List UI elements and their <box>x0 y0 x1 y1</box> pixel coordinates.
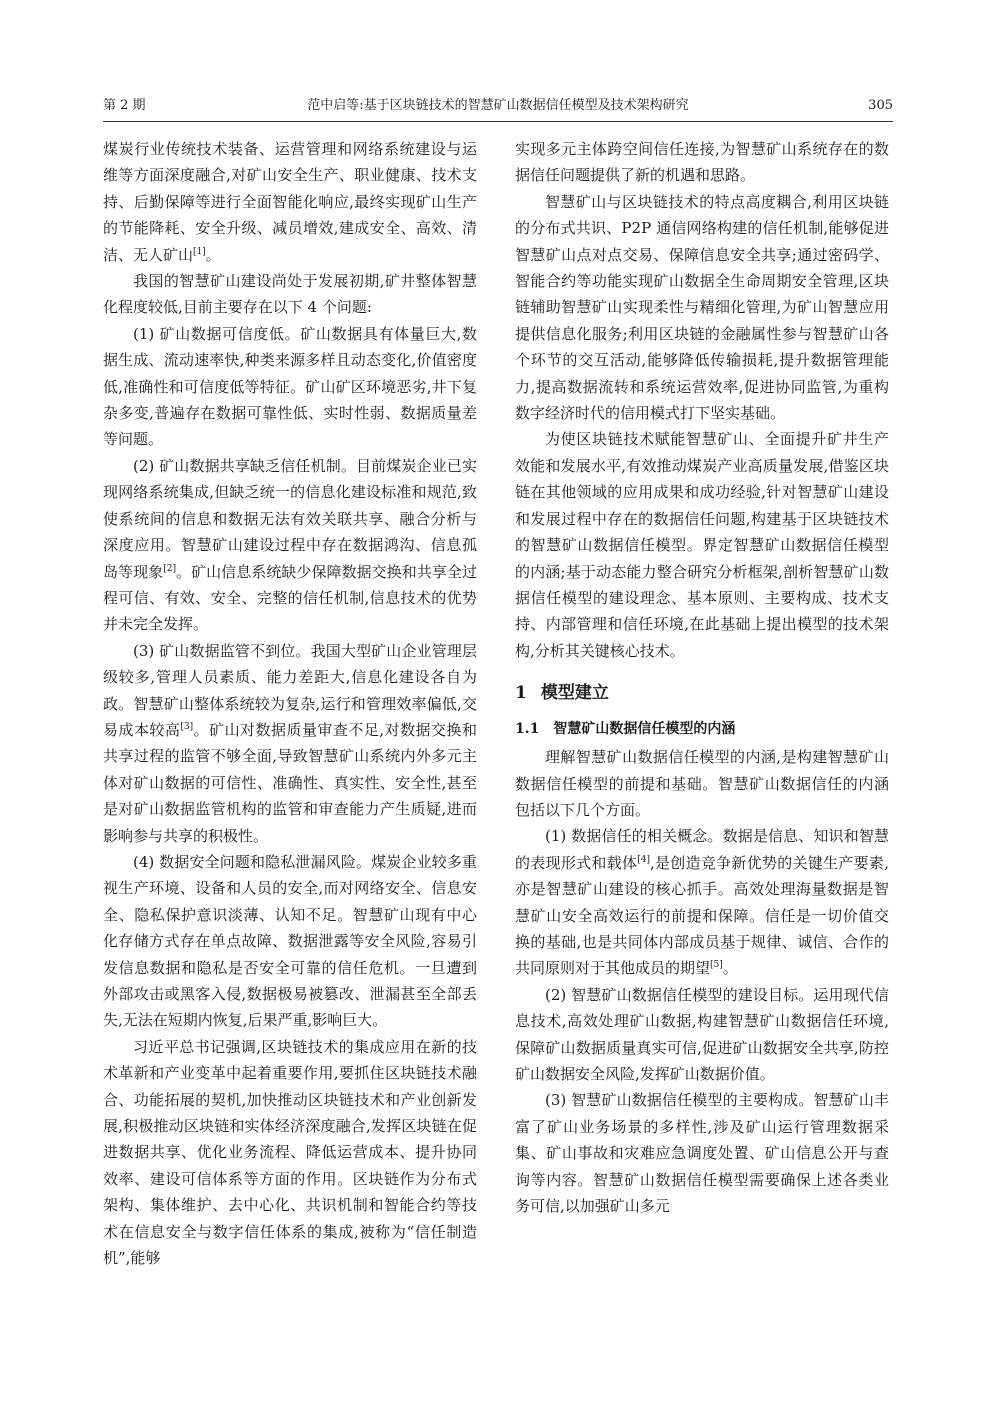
subsection-title: 智慧矿山数据信任模型的内涵 <box>553 721 736 738</box>
citation[interactable]: [5] <box>710 960 723 971</box>
paragraph: (1) 数据信任的相关概念。数据是信息、知识和智慧的表现形式和载体[4],是创造竞争新优势的关键生产要素,亦是智慧矿山建设的核心抓手。高效处理海量数据是智慧矿山安全高效运行的前提和保障。信任是一切价值交换的基础,也是共同体内部成员基于规律、诚信、合作的共同原则对于其他成员的期望[5]。 <box>515 827 889 978</box>
running-header <box>103 96 893 120</box>
paragraph: 实现多元主体跨空间信任连接,为智慧矿山系统存在的数据信任问题提供了新的机遇和思路。 <box>515 140 889 185</box>
subsection-number: 1.1 <box>515 721 540 738</box>
paragraph: (2) 矿山数据共享缺乏信任机制。目前煤炭企业已实现网络系统集成,但缺乏统一的信息化建设标准和规范,致使系统间的信息和数据无法有效关联共享、融合分析与深度应用。智慧矿山建设过程中存在数据鸿沟、信息孤岛等现象[2]。矿山信息系统缺少保障数据交换和共享全过程可信、有效、安全、完整的信任机制,信息技术的优势并未完全发挥。 <box>103 456 477 634</box>
paragraph: (4) 数据安全问题和隐私泄漏风险。煤炭企业较多重视生产环境、设备和人员的安全,而对网络安全、信息安全、隐私保护意识淡薄、认知不足。智慧矿山现有中心化存储方式存在单点故障、数据泄露等安全风险,容易引发信息数据和隐私是否安全可靠的信任危机。一旦遭到外部攻击或黑客入侵,数据极易被篡改、泄漏甚至全部丢失,无法在短期内恢复,后果严重,影响巨大。 <box>103 852 477 1030</box>
header-rule <box>103 121 893 122</box>
citation[interactable]: [2] <box>163 563 176 574</box>
paragraph: (3) 矿山数据监管不到位。我国大型矿山企业管理层级较多,管理人员素质、能力差距大,信息化建设各自为政。智慧矿山整体系统较为复杂,运行和管理效率偏低,交易成本较高[3]。矿山对数据质量审查不足,对数据交换和共享过程的监管不够全面,导致智慧矿山系统内外多元主体对矿山数据的可信性、准确性、真实性、安全性,甚至是对矿山数据监管机构的监管和审查能力产生质疑,进而影响参与共享的积极性。 <box>103 641 477 845</box>
subsection-heading <box>515 716 889 742</box>
paragraph: (3) 智慧矿山数据信任模型的主要构成。智慧矿山丰富了矿山业务场景的多样性,涉及矿山运行管理数据采集、矿山事故和灾难应急调度处置、矿山信息公开与查询等内容。智慧矿山数据信任模型需要确保上述各类业务可信,以加强矿山多元 <box>515 1091 889 1216</box>
section-number: 1 <box>515 683 527 704</box>
section-title: 模型建立 <box>540 683 609 704</box>
right-column <box>515 136 889 1219</box>
citation[interactable]: [4] <box>637 854 650 865</box>
left-column <box>103 136 477 1271</box>
paragraph: 为使区块链技术赋能智慧矿山、全面提升矿井生产效能和发展水平,有效推动煤炭产业高质量发展,借鉴区块链在其他领域的应用成果和成功经验,针对智慧矿山建设和发展过程中存在的数据信任问题,构建基于区块链技术的智慧矿山数据信任模型。界定智慧矿山数据信任模型的内涵;基于动态能力整合研究分析框架,剖析智慧矿山数据信任模型的建设理念、基本原则、主要构成、技术支持、内部管理和信任环境,在此基础上提出模型的技术架构,分析其关键核心技术。 <box>515 430 889 660</box>
page-number: 305 <box>868 98 893 113</box>
paragraph: 理解智慧矿山数据信任模型的内涵,是构建智慧矿山数据信任模型的前提和基础。智慧矿山数据信任的内涵包括以下几个方面。 <box>515 748 889 819</box>
paragraph: (1) 矿山数据可信度低。矿山数据具有体量巨大,数据生成、流动速率快,种类来源多样且动态变化,价值密度低,准确性和可信度低等特征。矿山矿区环境恶劣,井下复杂多变,普遍存在数据可靠性低、实时性弱、数据质量差等问题。 <box>103 324 477 449</box>
citation[interactable]: [1] <box>193 246 206 257</box>
citation[interactable]: [3] <box>180 721 194 732</box>
paragraph: 智慧矿山与区块链技术的特点高度耦合,利用区块链的分布式共识、P2P 通信网络构建的信任机制,能够促进智慧矿山点对点交易、保障信息安全共享;通过密码学、智能合约等功能实现矿山数据全生命周期安全管理,区块链辅助智慧矿山实现柔性与精细化管理,为矿山智慧应用提供信息化服务;利用区块链的金融属性参与智慧矿山各个环节的交互活动,能够降低传输损耗,提升数据管理能力,提高数据流转和系统运营效率,促进协同监管,为重构数字经济时代的信用模式打下坚实基础。 <box>515 192 889 423</box>
paragraph: 煤炭行业传统技术装备、运营管理和网络系统建设与运维等方面深度融合,对矿山安全生产、职业健康、技术支持、后勤保障等进行全面智能化响应,最终实现矿山生产的节能降耗、安全升级、减员增效,建成安全、高效、清洁、无人矿山[1]。 <box>103 140 477 264</box>
running-title: 范中启等:基于区块链技术的智慧矿山数据信任模型及技术架构研究 <box>307 98 689 113</box>
section-heading <box>515 680 889 706</box>
paragraph: 习近平总书记强调,区块链技术的集成应用在新的技术革新和产业变革中起着重要作用,要抓住区块链技术融合、功能拓展的契机,加快推动区块链技术和产业创新发展,积极推动区块链和实体经济深度融合,发挥区块链在促进数据共享、优化业务流程、降低运营成本、提升协同效率、建设可信体系等方面的作用。区块链作为分布式架构、集体维护、去中心化、共识机制和智能合约等技术在信息安全与数字信任体系的集成,被称为“信任制造机”,能够 <box>103 1037 477 1268</box>
issue-number: 第 2 期 <box>103 98 146 113</box>
paragraph: 我国的智慧矿山建设尚处于发展初期,矿井整体智慧化程度较低,目前主要存在以下 4 个问题: <box>103 272 477 317</box>
paragraph: (2) 智慧矿山数据信任模型的建设目标。运用现代信息技术,高效处理矿山数据,构建智慧矿山数据信任环境,保障矿山数据质量真实可信,促进矿山数据安全共享,防控矿山数据安全风险,发挥矿山数据价值。 <box>515 985 889 1083</box>
